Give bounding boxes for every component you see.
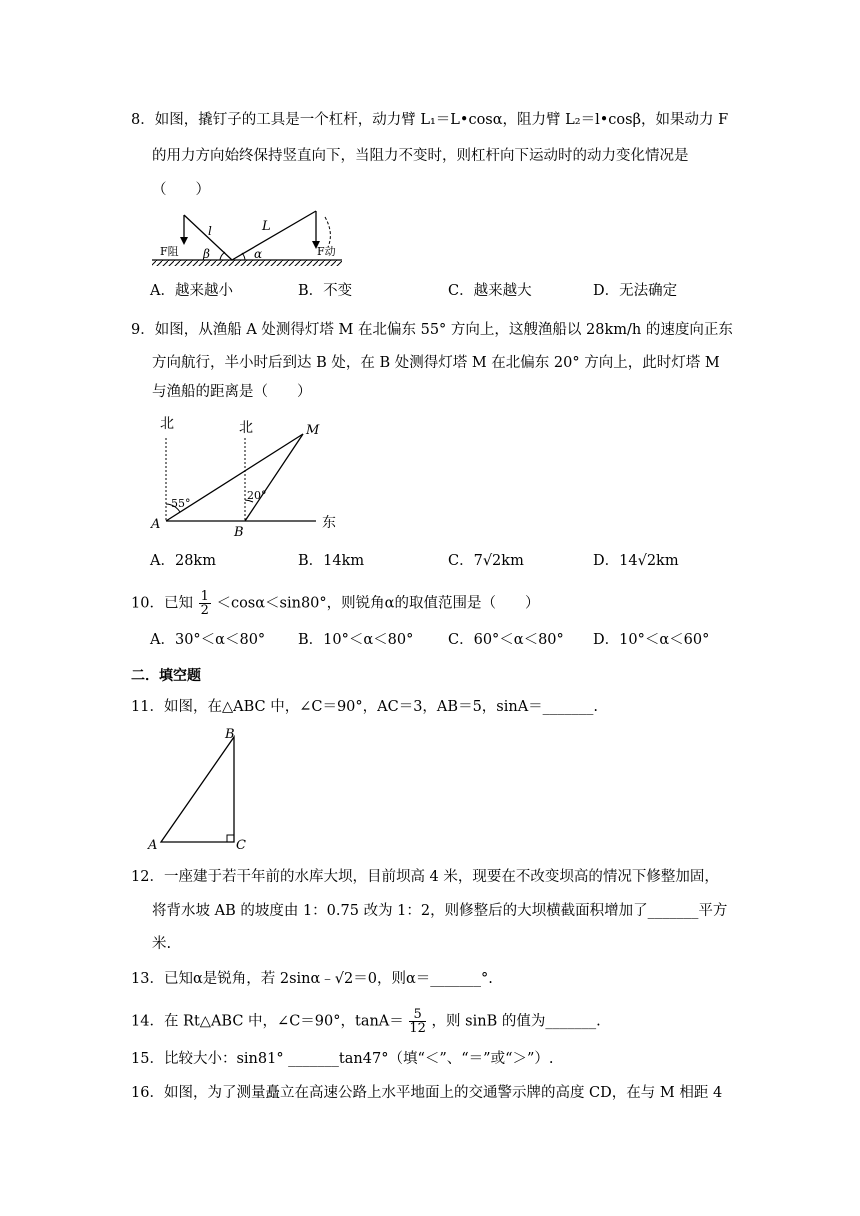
q14-suffix: ，则 sinB 的值为_______. bbox=[431, 1013, 601, 1030]
q11-line-1: 11．如图，在△ABC 中，∠C＝90°，AC＝3，AB＝5，sinA＝_______. bbox=[131, 699, 599, 715]
label-f-power: F动 bbox=[317, 245, 336, 258]
q16-line-1: 16．如图，为了测量矗立在高速公路上水平地面上的交通警示牌的高度 CD，在与 M 相距 4 bbox=[131, 1085, 723, 1101]
q9-option-b: B．14km bbox=[298, 553, 365, 569]
label-C: C bbox=[236, 838, 246, 853]
label-alpha: α bbox=[254, 247, 263, 261]
lighthouse-figure bbox=[148, 410, 358, 540]
label-east: 东 bbox=[322, 515, 336, 531]
q10-option-b: B．10°＜α＜80° bbox=[298, 632, 414, 648]
label-L: L bbox=[262, 219, 271, 234]
q14-fraction bbox=[409, 1008, 426, 1035]
label-A: A bbox=[151, 517, 161, 532]
q9-option-a: A．28km bbox=[150, 553, 216, 569]
label-f-resist: F阻 bbox=[160, 245, 179, 258]
q9-line-1: 9．如图，从渔船 A 处测得灯塔 M 在北偏东 55° 方向上，这艘渔船以 28km/h 的速度向正东 bbox=[131, 322, 733, 338]
lever-figure bbox=[150, 207, 345, 272]
q8-option-d: D．无法确定 bbox=[593, 283, 678, 299]
q10-fraction bbox=[199, 590, 211, 617]
q9-line-2: 方向航行，半小时后到达 B 处，在 B 处测得灯塔 M 在北偏东 20° 方向上，此时灯塔 M bbox=[152, 355, 720, 371]
q8-option-c: C．越来越大 bbox=[448, 283, 532, 299]
q10-line bbox=[131, 590, 539, 617]
label-B: B bbox=[234, 525, 244, 540]
q10-prefix: 10．已知 bbox=[131, 595, 193, 612]
q15-line-1: 15．比较大小：sin81° _______tan47°（填“＜”、“＝”或“＞”）. bbox=[131, 1051, 554, 1067]
q8-option-b: B．不变 bbox=[298, 283, 353, 299]
q9-option-d: D．14√2km bbox=[593, 553, 679, 569]
q10-frac-den: 2 bbox=[200, 603, 209, 618]
triangle-abc-figure bbox=[145, 725, 255, 853]
q14-line bbox=[131, 1008, 601, 1035]
label-north-1: 北 bbox=[160, 416, 174, 432]
label-B: B bbox=[225, 727, 235, 742]
q9-option-c: C．7√2km bbox=[448, 553, 524, 569]
section-title-fill-in: 二．填空题 bbox=[131, 668, 201, 684]
label-A: A bbox=[148, 838, 158, 853]
label-north-2: 北 bbox=[239, 420, 253, 436]
q8-option-a: A．越来越小 bbox=[150, 283, 233, 299]
label-angle-20: 20° bbox=[247, 489, 267, 502]
q10-option-d: D．10°＜α＜60° bbox=[593, 632, 710, 648]
q10-suffix: ＜cosα＜sin80°，则锐角α的取值范围是（ ） bbox=[216, 595, 540, 612]
q10-option-c: C．60°＜α＜80° bbox=[448, 632, 564, 648]
q12-line-2: 将背水坡 AB 的坡度由 1：0.75 改为 1：2，则修整后的大坝横截面积增加了_______平方 bbox=[152, 903, 728, 919]
label-l: l bbox=[208, 224, 212, 238]
label-M: M bbox=[306, 423, 320, 438]
q14-frac-den: 12 bbox=[409, 1021, 426, 1036]
q9-line-3: 与渔船的距离是（ ） bbox=[152, 384, 312, 400]
q10-frac-num: 1 bbox=[200, 589, 209, 604]
q8-line-3: （ ） bbox=[152, 182, 210, 198]
q8-line-2: 的用力方向始终保持竖直向下，当阻力不变时，则杠杆向下运动时的动力变化情况是 bbox=[152, 148, 689, 164]
q10-option-a: A．30°＜α＜80° bbox=[150, 632, 266, 648]
q14-prefix: 14．在 Rt△ABC 中，∠C＝90°，tanA＝ bbox=[131, 1013, 404, 1030]
label-beta: β bbox=[203, 247, 210, 261]
q13-line-1: 13．已知α是锐角，若 2sinα﹣√2＝0，则α＝_______°. bbox=[131, 971, 493, 987]
q12-line-1: 12．一座建于若干年前的水库大坝，目前坝高 4 米，现要在不改变坝高的情况下修整加固， bbox=[131, 869, 719, 885]
q14-frac-num: 5 bbox=[409, 1008, 426, 1022]
q12-line-3: 米. bbox=[152, 936, 172, 952]
q8-line-1: 8．如图，撬钉子的工具是一个杠杆，动力臂 L₁＝L•cosα，阻力臂 L₂＝l•cosβ，如果动力 F bbox=[131, 112, 729, 128]
label-angle-55: 55° bbox=[171, 497, 191, 510]
